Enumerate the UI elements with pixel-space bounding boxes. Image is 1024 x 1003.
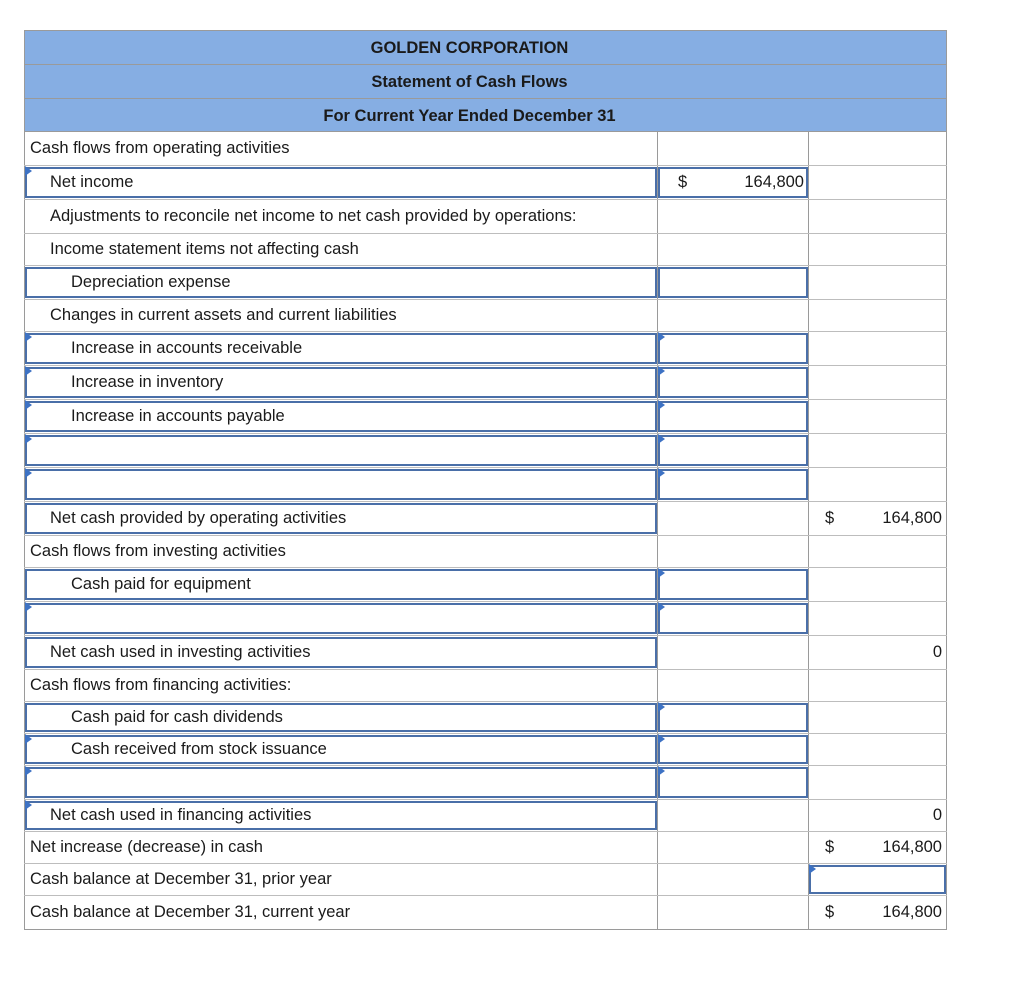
net-financing-label: Net cash used in financing activities [50,806,312,824]
net-investing-label: Net cash used in investing activities [50,643,311,661]
table-row [24,602,947,636]
dropdown-flag-icon [658,468,665,478]
statement-title: Statement of Cash Flows [371,73,568,91]
dropdown-flag-icon [25,332,32,342]
table-row [24,670,947,702]
currency-symbol: $ [825,838,835,856]
table-row [24,200,947,234]
dropdown-flag-icon [658,568,665,578]
dropdown-flag-icon [25,800,32,810]
dropdown-flag-icon [658,332,665,342]
dropdown-flag-icon [658,734,665,744]
dropdown-flag-icon [25,766,32,776]
table-row [24,864,947,896]
current-balance-amount: 164,800 [882,903,942,921]
current-balance-label: Cash balance at December 31, current year [30,903,351,921]
company-name-header [24,30,947,64]
investing-blank-amount-field[interactable] [658,603,808,634]
operating-blank-amount-field[interactable] [658,469,808,500]
depreciation-label: Depreciation expense [71,273,231,291]
accounts-receivable-label: Increase in accounts receivable [71,339,303,357]
table-row [24,234,947,266]
financing-blank-amount-field[interactable] [658,767,808,798]
table-row [24,468,947,502]
table-row [24,536,947,568]
financing-blank-label-field[interactable] [25,767,657,798]
inventory-amount-field[interactable] [658,367,808,398]
cash-flow-statement [24,30,947,930]
table-row [24,332,947,366]
equipment-label: Cash paid for equipment [71,575,251,593]
dividends-amount-field[interactable] [658,703,808,732]
prior-balance-amount-field[interactable] [809,865,946,894]
company-name: GOLDEN CORPORATION [370,39,569,57]
dropdown-flag-icon [25,734,32,744]
investing-blank-label-field[interactable] [25,603,657,634]
net-investing-amount: 0 [932,643,942,661]
net-change-amount: 164,800 [882,838,942,856]
investing-section-heading: Cash flows from investing activities [30,542,286,560]
net-operating-label: Net cash provided by operating activities [50,509,347,527]
prior-balance-label: Cash balance at December 31, prior year [30,870,332,888]
table-row [24,502,947,536]
dropdown-flag-icon [809,864,816,874]
table-row [24,166,947,200]
working-capital-heading: Changes in current assets and current liabilities [50,306,397,324]
financing-section-heading: Cash flows from financing activities: [30,676,292,694]
table-row [24,366,947,400]
statement-title-header [24,64,947,98]
net-change-label: Net increase (decrease) in cash [30,838,263,856]
net-income-label: Net income [50,173,134,191]
operating-section-heading: Cash flows from operating activities [30,139,290,157]
inventory-label: Increase in inventory [71,373,224,391]
accounts-payable-label: Increase in accounts payable [71,407,285,425]
equipment-amount-field[interactable] [658,569,808,600]
accounts-payable-amount-field[interactable] [658,401,808,432]
table-row [24,800,947,832]
table-row [24,132,947,166]
operating-blank-label-field[interactable] [25,469,657,500]
net-income-amount: 164,800 [744,173,804,191]
table-row [24,702,947,734]
dropdown-flag-icon [658,702,665,712]
statement-period: For Current Year Ended December 31 [323,107,616,125]
currency-symbol: $ [825,903,835,921]
net-financing-amount: 0 [932,806,942,824]
period-header [24,98,947,132]
dropdown-flag-icon [25,602,32,612]
table-row [24,832,947,864]
dropdown-flag-icon [25,434,32,444]
dropdown-flag-icon [658,434,665,444]
table-row [24,734,947,766]
operating-blank-label-field[interactable] [25,435,657,466]
dropdown-flag-icon [658,366,665,376]
table-row [24,400,947,434]
dividends-label: Cash paid for cash dividends [71,708,283,726]
stock-issuance-label: Cash received from stock issuance [71,740,327,758]
table-row [24,300,947,332]
dropdown-flag-icon [25,366,32,376]
table-row [24,636,947,670]
dropdown-flag-icon [658,766,665,776]
dropdown-flag-icon [25,166,32,176]
net-operating-amount: 164,800 [882,509,942,527]
table-row [24,266,947,300]
table-row [24,896,947,930]
adjustments-heading: Adjustments to reconcile net income to net cash provided by operations: [50,207,577,225]
currency-symbol: $ [678,173,688,191]
depreciation-amount-field[interactable] [658,267,808,298]
dropdown-flag-icon [658,602,665,612]
operating-blank-amount-field[interactable] [658,435,808,466]
table-row [24,766,947,800]
dropdown-flag-icon [658,400,665,410]
currency-symbol: $ [825,509,835,527]
accounts-receivable-amount-field[interactable] [658,333,808,364]
table-row [24,434,947,468]
dropdown-flag-icon [25,468,32,478]
stock-issuance-amount-field[interactable] [658,735,808,764]
table-row [24,568,947,602]
non-cash-items-heading: Income statement items not affecting cash [50,240,359,258]
dropdown-flag-icon [25,400,32,410]
